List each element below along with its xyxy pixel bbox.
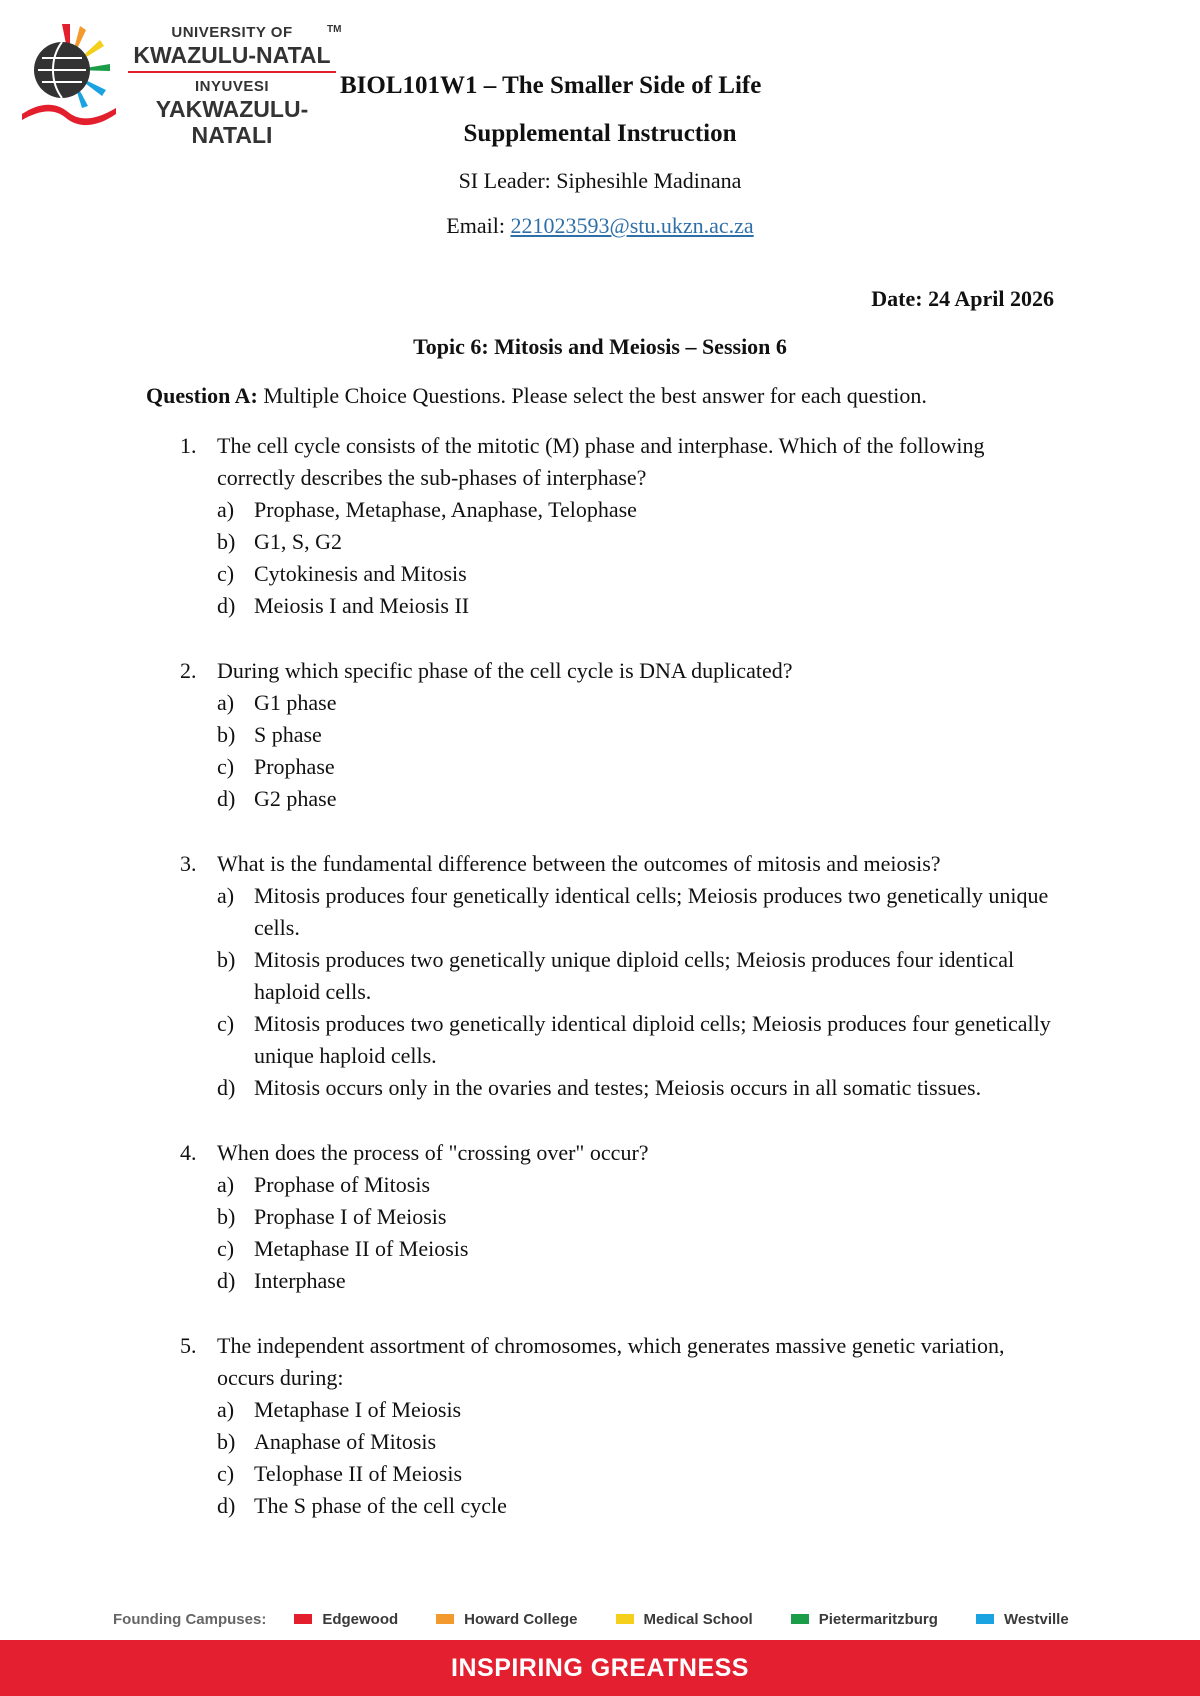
answer-option [217,1394,1060,1426]
answer-option [217,494,1060,526]
campus-color-swatch [976,1614,994,1624]
option-letter: a) [217,1397,235,1422]
question-text: What is the fundamental difference between the outcomes of mitosis and meiosis? [217,851,941,876]
logo-line-2: KWAZULU-NATAL [133,42,331,68]
campus-pietermaritzburg [791,1611,938,1628]
answer-option [217,944,1060,1008]
option-text: G1, S, G2 [254,529,343,554]
inspiring-greatness-banner: INSPIRING GREATNESS [0,1640,1200,1696]
option-text: Prophase, Metaphase, Anaphase, Telophase [254,497,637,522]
option-text: Anaphase of Mitosis [254,1429,437,1454]
topic-heading: Topic 6: Mitosis and Meiosis – Session 6 [413,334,787,359]
question-3 [180,848,1060,1104]
answer-option [217,526,1060,558]
logo-line-3: INYUVESI [194,78,270,95]
email-link[interactable]: 221023593@stu.ukzn.ac.za [510,213,754,238]
option-text: Mitosis produces four genetically identical cells; Meiosis produces two genetically unique cells. [254,883,1049,940]
question-list [180,430,1060,1555]
option-letter: d) [217,1268,236,1293]
question-number: 3. [180,851,197,876]
option-letter: b) [217,1204,236,1229]
question-2 [180,655,1060,815]
option-text: S phase [254,722,322,747]
option-text: G1 phase [254,690,337,715]
option-letter: a) [217,883,235,908]
email-line [0,213,1200,239]
option-letter: a) [217,497,235,522]
campus-edgewood [294,1611,398,1628]
option-text: Metaphase I of Meiosis [254,1397,462,1422]
question-text: The cell cycle consists of the mitotic (M) phase and interphase. Which of the following correctly describes the sub-phases of interphase? [217,433,985,490]
answer-option [217,1201,1060,1233]
answer-option [217,751,1060,783]
logo-line-4: YAKWAZULU-NATALI [155,96,309,148]
option-text: Prophase [254,754,335,779]
university-logo [20,18,342,148]
campus-name: Pietermaritzburg [818,1610,938,1628]
email-label: Email: [446,213,511,238]
option-text: Mitosis produces two genetically unique diploid cells; Meiosis produces four identical haploid cells. [254,947,1015,1004]
option-letter: c) [217,1011,235,1036]
logo-line-1: UNIVERSITY OF [171,24,293,41]
option-text: Mitosis occurs only in the ovaries and testes; Meiosis occurs in all somatic tissues. [254,1075,982,1100]
trademark-mark: TM [327,24,342,35]
answer-option [217,880,1060,944]
option-letter: c) [217,754,235,779]
answer-option [217,1265,1060,1297]
campus-color-swatch [294,1614,312,1624]
option-text: G2 phase [254,786,337,811]
option-letter: b) [217,1429,236,1454]
option-letter: c) [217,1236,235,1261]
answer-option [217,719,1060,751]
option-text: Mitosis produces two genetically identical diploid cells; Meiosis produces four genetically unique haploid cells. [254,1011,1051,1068]
answer-option [217,1233,1060,1265]
campuses-label: Founding Campuses: [113,1610,267,1628]
campus-color-swatch [436,1614,454,1624]
campus-color-swatch [616,1614,634,1624]
answer-option [217,687,1060,719]
option-letter: d) [217,1493,236,1518]
logo-divider [128,71,336,73]
ukzn-emblem-icon [20,18,120,128]
option-letter: a) [217,690,235,715]
option-letter: c) [217,1461,235,1486]
option-letter: b) [217,722,236,747]
option-letter: a) [217,1172,235,1197]
option-text: Cytokinesis and Mitosis [254,561,467,586]
campus-name: Edgewood [322,1610,399,1628]
answer-option [217,558,1060,590]
question-1 [180,430,1060,622]
answer-option [217,1490,1060,1522]
option-text: Meiosis I and Meiosis II [254,593,470,618]
option-text: Metaphase II of Meiosis [254,1236,469,1261]
campus-name: Westville [1003,1610,1069,1628]
question-a-instructions [146,383,927,409]
campus-howard-college [436,1611,577,1628]
option-text: The S phase of the cell cycle [254,1493,507,1518]
question-number: 4. [180,1140,197,1165]
question-text: When does the process of "crossing over" occur? [217,1140,649,1165]
campus-westville [976,1611,1069,1628]
answer-option [217,1169,1060,1201]
campus-medical-school [616,1611,753,1628]
session-date: Date: 24 April 2026 [871,286,1054,311]
answer-option [217,1008,1060,1072]
founding-campuses [113,1608,1107,1630]
question-5 [180,1330,1060,1522]
answer-option [217,1426,1060,1458]
option-text: Prophase I of Meiosis [254,1204,447,1229]
option-text: Prophase of Mitosis [254,1172,430,1197]
si-leader: SI Leader: Siphesihle Madinana [458,168,742,193]
option-letter: b) [217,947,236,972]
option-letter: d) [217,1075,236,1100]
question-number: 2. [180,658,197,683]
campus-color-swatch [791,1614,809,1624]
option-text: Telophase II of Meiosis [254,1461,463,1486]
question-4 [180,1137,1060,1297]
option-letter: d) [217,593,236,618]
question-a-label: Question A: [146,383,258,408]
answer-option [217,590,1060,622]
course-title: BIOL101W1 – The Smaller Side of Life [340,72,762,99]
answer-option [217,783,1060,815]
option-letter: b) [217,529,236,554]
question-number: 1. [180,433,197,458]
campus-name: Medical School [643,1610,753,1628]
answer-option [217,1072,1060,1104]
page-subtitle: Supplemental Instruction [463,120,737,147]
question-number: 5. [180,1333,197,1358]
option-letter: d) [217,786,236,811]
question-text: During which specific phase of the cell cycle is DNA duplicated? [217,658,793,683]
campus-name: Howard College [464,1610,578,1628]
option-text: Interphase [254,1268,346,1293]
answer-option [217,1458,1060,1490]
question-a-instruction: Multiple Choice Questions. Please select the best answer for each question. [257,383,927,408]
option-letter: c) [217,561,235,586]
question-text: The independent assortment of chromosomes, which generates massive genetic variation, occurs during: [217,1333,1005,1390]
